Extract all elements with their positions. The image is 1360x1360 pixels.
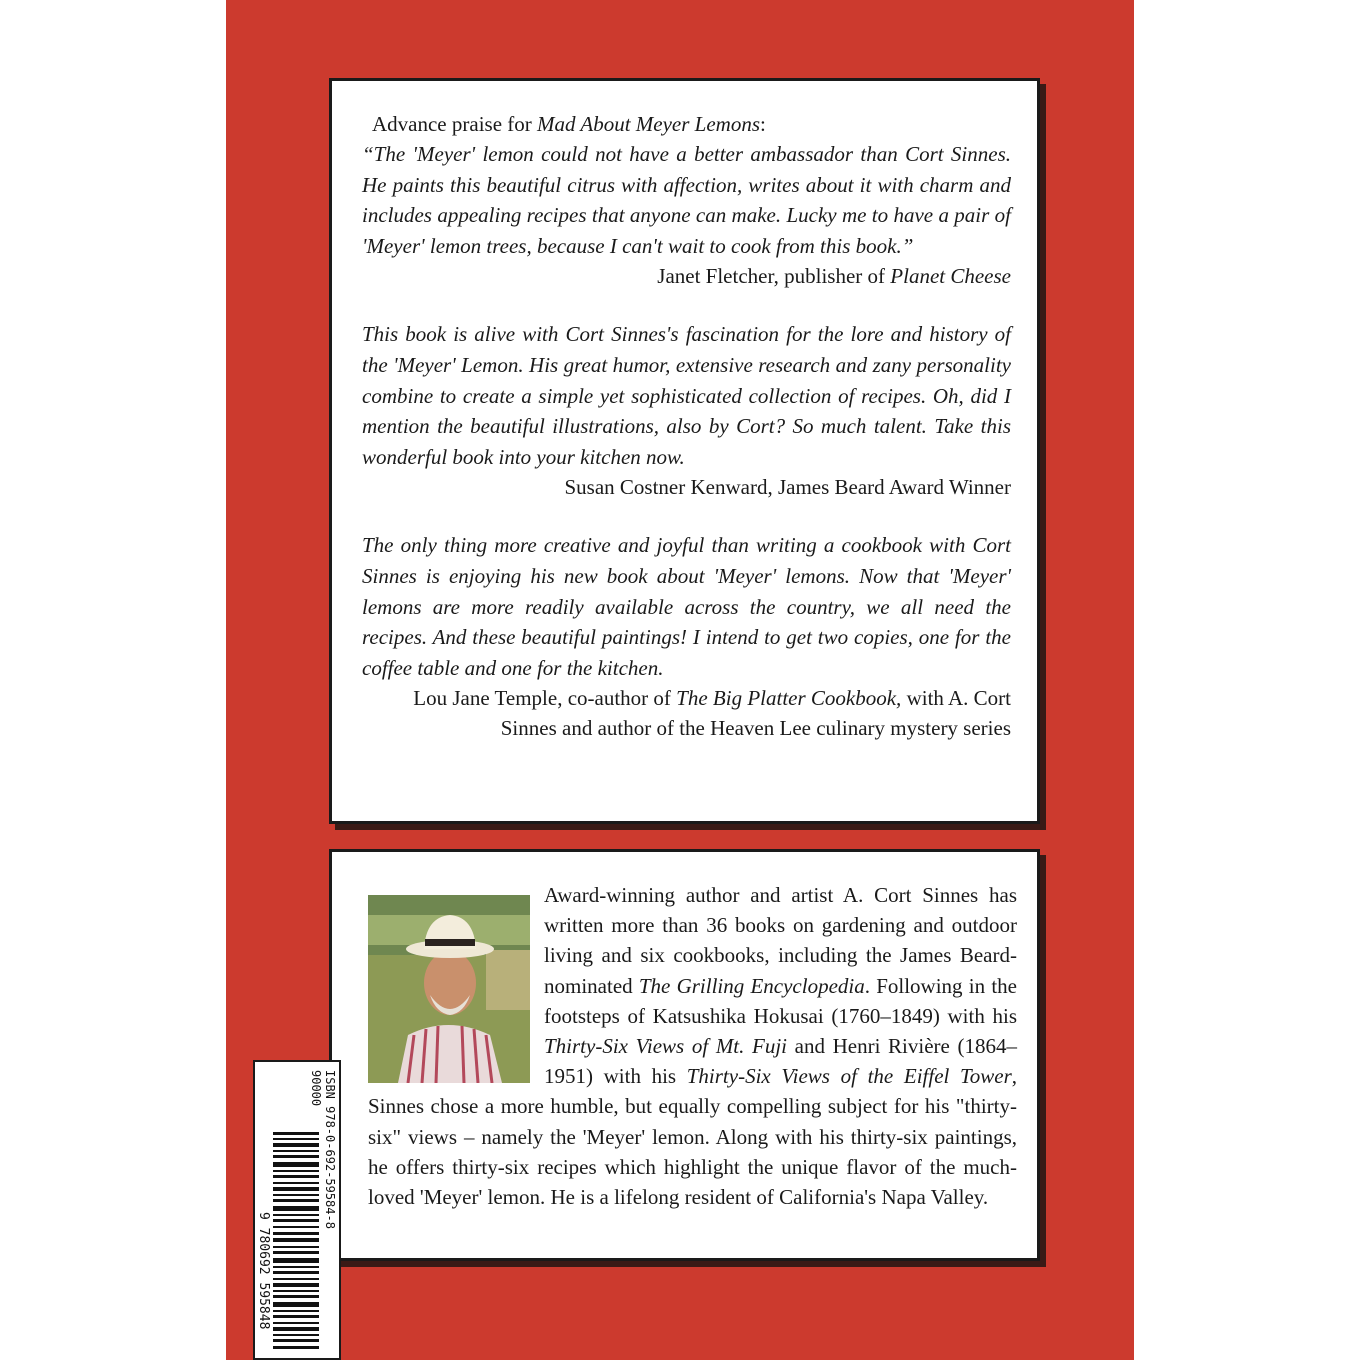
author-bio-panel [329, 849, 1040, 1261]
praise-intro: Advance praise for Mad About Meyer Lemons: [372, 112, 766, 136]
praise-quote-2: This book is alive with Cort Sinnes's fascination for the lore and history of the 'Meyer' Lemon. His great humor, extensive research and zany personality combine to create a simple yet sophisticated collection of recipes. Oh, did I mention the beautiful illustrations, also by Cort? So much talent. Take this wonderful book into your kitchen now. [362, 322, 1011, 469]
book-title: Mad About Meyer Lemons [537, 112, 761, 136]
barcode-digits: 9 780692 595848 [256, 1212, 271, 1330]
praise-panel [329, 78, 1040, 824]
spacer [362, 291, 1011, 319]
isbn-barcode [253, 1060, 341, 1360]
author-portrait-illustration [368, 895, 530, 1083]
isbn-label: ISBN 978-0-692-59584-8 [323, 1070, 337, 1229]
praise-attribution-1: Janet Fletcher, publisher of Planet Cheese [657, 264, 1011, 289]
praise-quote-1: “The 'Meyer' lemon could not have a better ambassador than Cort Sinnes. He paints this beautiful citrus with affection, writes about it with charm and includes appealing recipes that anyone can make. Lucky me to have a pair of 'Meyer' lemon trees, because I can't wait to cook from this book.” [362, 142, 1011, 258]
author-photo [368, 895, 530, 1083]
praise-quote-3: The only thing more creative and joyful than writing a cookbook with Cort Sinnes is enjoying his new book about 'Meyer' lemons. Now that 'Meyer' lemons are more readily available across the country, we all need the recipes. And these beautiful paintings! I intend to get two copies, one for the coffee table and one for the kitchen. [362, 533, 1011, 680]
barcode-bars [273, 1132, 319, 1352]
praise-attribution-2: Susan Costner Kenward, James Beard Award Winner [564, 475, 1011, 500]
author-bio-text: Award-winning author and artist A. Cort Sinnes has written more than 36 books on gardening and outdoor living and six cookbooks, including the James Beard-nominated The Grilling Encyclopedia. Following in the footsteps of Katsushika Hokusai (1760–1849) with his Thirty-Six Views of Mt. Fuji and Henri Rivière (1864–1951) with his Thirty-Six Views of the Eiffel Tower, Sinnes chose a more humble, but equally compelling subject for his "thirty-six" views – namely the 'Meyer' lemon. Along with his thirty-six paintings, he offers thirty-six recipes which highlight the unique flavor of the much-loved 'Meyer' lemon. He is a lifelong resident of California's Napa Valley. [368, 883, 1017, 1210]
price-code: 90000 [309, 1070, 323, 1107]
praise-attribution-3: Lou Jane Temple, co-author of The Big Platter Cookbook, with A. Cort Sinnes and author of the Heaven Lee culinary mystery series [413, 686, 1011, 741]
spacer [362, 502, 1011, 530]
